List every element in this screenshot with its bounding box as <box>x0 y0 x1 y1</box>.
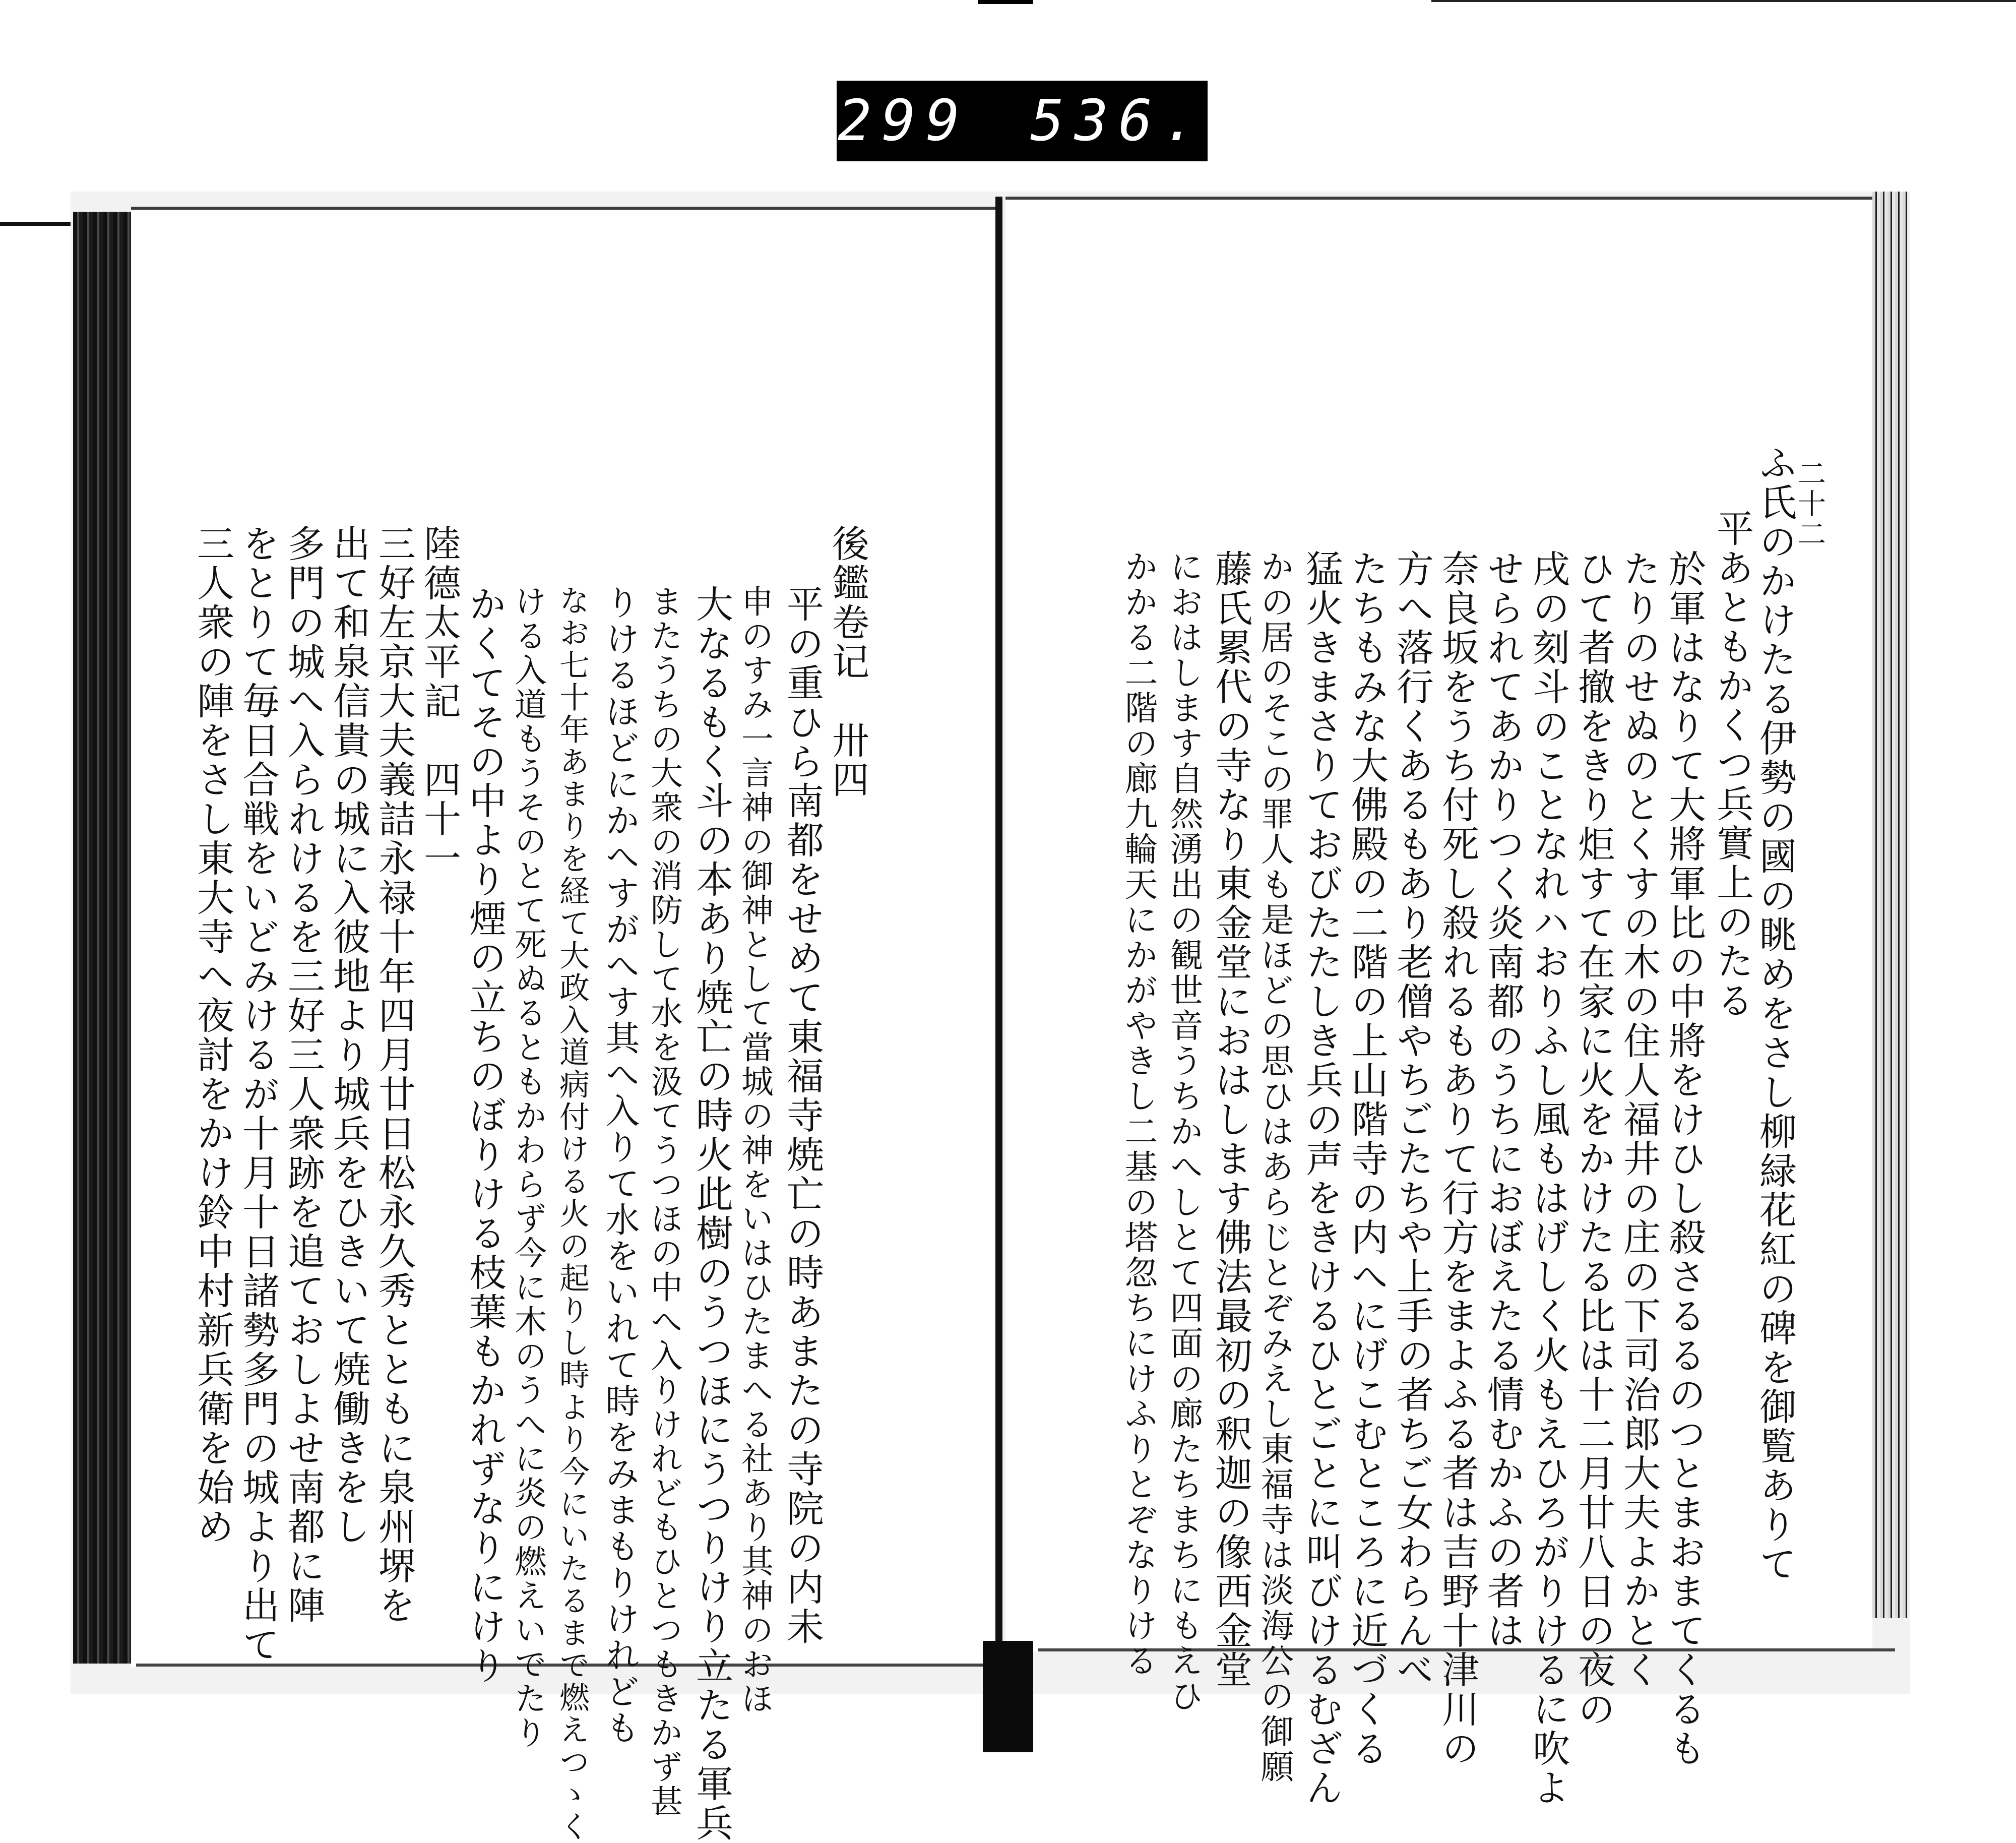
left-page-column: なお七十年あまりを経て大政入道病付ける火の起りし時より今にいたるまで燃えつゝく <box>554 585 590 1843</box>
left-page-column: りけるほどにかへすがへす其へ入りて水をいれて時をみまもりけれども <box>600 585 640 1746</box>
right-page-column: かかる二階の廊九輪天にかがやきし二基の塔忽ちにけふりとぞなりける <box>1119 549 1158 1679</box>
left-page-column: をとりて毎日合戦をいどみけるが十月十日諸勢多門の城より出て <box>236 524 280 1665</box>
left-page-column: 出て和泉信貴の城に入彼地より城兵をひきいて焼働きをし <box>327 524 370 1547</box>
right-page-column: ひて者撤をきり炬すて在家に火をかけたる比は十二月廿八日の夜の <box>1572 549 1615 1729</box>
right-page-column: 藤氏累代の寺なり東金堂におはします佛法最初の釈迦の像西金堂 <box>1209 549 1252 1690</box>
right-page-column: かの居のそこの罪人も是ほどの思ひはあらじとぞみえし東福寺は淡海公の御願 <box>1255 549 1294 1785</box>
right-page-column: 猛火きまさりておびたたしき兵の声をきけるひとごとに叫びけるむざん <box>1300 549 1343 1808</box>
left-page-column: ける入道もうそのとて死ぬるともかわらず今に木のうへに炎の燃えいでたり <box>509 585 546 1750</box>
left-page-column: 陸德太平記 四十一 <box>418 524 461 878</box>
right-page-edges <box>1872 192 1908 1618</box>
left-page-column: 平の重ひら南都をせめて東福寺焼亡の時あまたの寺院の内未 <box>781 585 824 1646</box>
book-spine <box>995 197 1002 1669</box>
label-left-number: 299 <box>837 88 970 154</box>
right-page-column: におはします自然湧出の観世音うちかへしとて四面の廊たちまちにもえひ <box>1164 549 1203 1714</box>
right-page-column: 平あともかくつ兵實上のたる <box>1711 509 1754 1020</box>
right-page-column: せられてあかりつく炎南都のうちにおぼえたる情むかふの者は <box>1481 549 1525 1650</box>
right-page-column: ふ氏のかけたる伊勢の國の眺めをさし柳緑花紅の碑を御覧ありて <box>1753 444 1797 1584</box>
label-right-number: 536. <box>1030 88 1207 154</box>
left-page-column: かくてその中より煙の立ちのぼりける枝葉もかれずなりにけり <box>463 585 507 1686</box>
left-page-column: 三人衆の陣をさし東大寺へ夜討をかけ鈴中村新兵衛を始め <box>191 524 234 1547</box>
right-page-column: 於軍はなりて大將軍比の中將をけひし殺さるるのつとまおまてくるも <box>1663 549 1706 1768</box>
left-page-column: またうちの大衆の消防して水を汲てうつほの中へ入りけれどもひとつもきかず甚 <box>645 585 682 1819</box>
left-page-column: 申のすみ一言神の御神として當城の神をいはひたまへる社あり其神のおほ <box>736 585 773 1716</box>
right-page-column: 奈良坂をうち付死し殺れるもありて行方をまよふる者は吉野十津川の <box>1436 549 1479 1768</box>
page-number-label <box>837 81 1208 161</box>
left-page-edges <box>73 212 136 1664</box>
left-page-column: 三好左京大夫義詰永禄十年四月廿日松永久秀とともに泉州堺を <box>372 524 416 1625</box>
right-page-column: 方へ落行くあるもあり老僧やちごたちや上手の者ちご女わらんべ <box>1391 549 1434 1690</box>
left-edge-mark <box>0 222 71 226</box>
left-page-column: 大なるもく斗の本あり焼亡の時火此樹のうつほにうつりけり立たる軍兵 <box>690 585 733 1843</box>
left-page-column: 後鑑卷记 卅四 <box>826 524 869 800</box>
top-edge-line <box>1431 0 2016 2</box>
spine-foot <box>983 1641 1033 1752</box>
right-page-column: たちもみな大佛殿の二階の上山階寺の内へにげこむところに近づくる <box>1345 549 1389 1768</box>
top-edge-mark <box>978 0 1033 4</box>
right-page-column: たりのせぬのとくすの木の住人福井の庄の下司治郎大夫よかとく <box>1617 549 1661 1690</box>
right-page-margin-note: 二十二 <box>1793 459 1826 549</box>
left-page-column: 多門の城へ入られけるを三好三人衆跡を追ておしよせ南都に陣 <box>282 524 325 1625</box>
right-page-column: 戌の刻斗のことなれハおりふし風もはげしく火もえひろがりけるに吹よ <box>1527 549 1570 1808</box>
